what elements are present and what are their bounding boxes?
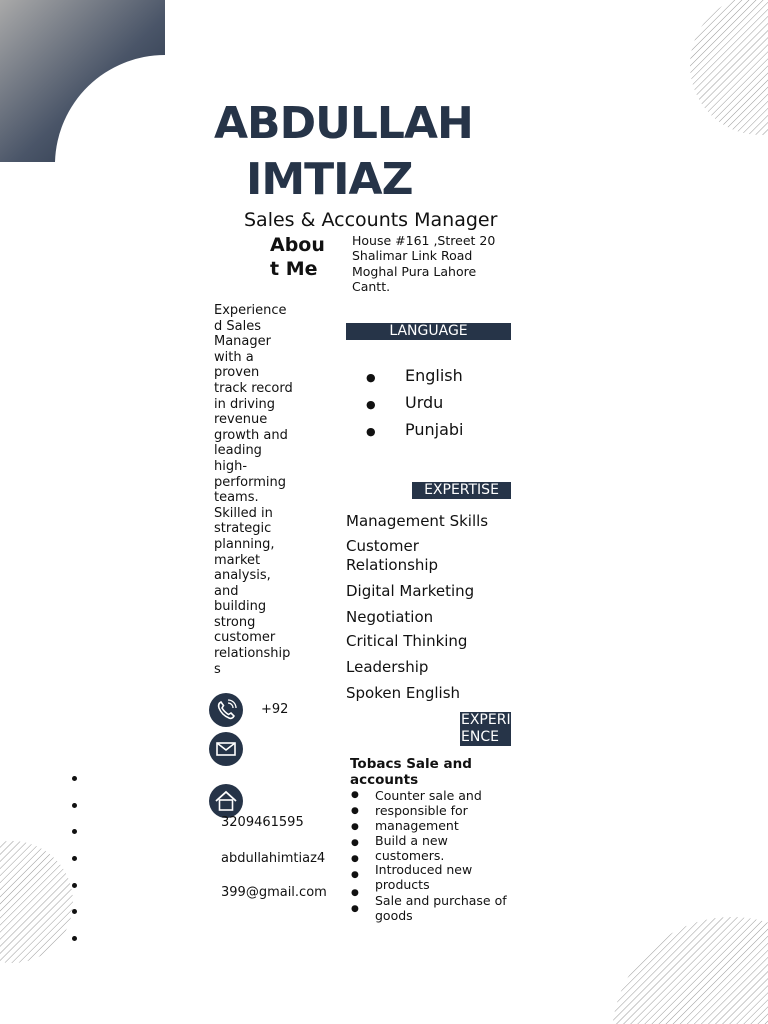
job-title: Sales & Accounts Manager <box>244 209 498 231</box>
email-line-1: abdullahimtiaz4 <box>221 851 326 866</box>
expertise-item: Critical Thinking <box>346 632 468 650</box>
empty-bullet <box>71 802 79 810</box>
language-item: ● English <box>366 366 463 385</box>
duty-bullet: ● <box>351 822 359 832</box>
expertise-item: Management Skills <box>346 512 489 530</box>
experience-duty: Introduced new products <box>375 862 473 892</box>
expertise-item: Customer Relationship <box>346 537 439 574</box>
address-text: House #161 ,Street 20 Shalimar Link Road Moghal Pura Lahore Cantt. <box>352 233 496 294</box>
empty-bullet <box>71 855 79 863</box>
expertise-item: Spoken English <box>346 684 461 702</box>
expertise-item: Negotiation <box>346 608 434 626</box>
hatched-circle-left-decoration <box>0 840 75 964</box>
mail-icon <box>209 732 243 766</box>
duty-bullet: ● <box>351 790 359 800</box>
hatched-circle-bottom-right-decoration <box>612 915 768 1024</box>
name-first: ABDULLAH <box>214 98 473 149</box>
experience-duty: Sale and purchase of goods <box>375 893 507 923</box>
experience-duty: Counter sale and responsible for management <box>375 788 482 833</box>
empty-bullet <box>71 908 79 916</box>
empty-bullet <box>71 775 79 783</box>
language-heading: LANGUAGE <box>346 323 511 340</box>
duty-bullet: ● <box>351 854 359 864</box>
duty-bullet: ● <box>351 838 359 848</box>
empty-bullet <box>71 828 79 836</box>
language-item: ● Urdu <box>366 393 444 412</box>
experience-heading: EXPERIENCE <box>461 712 511 745</box>
about-text: Experienced Sales Manager with a proven track record in driving revenue growth and leading high-performing teams. Skilled in strategic planning, market analysis, and building strong customer relationships <box>214 303 293 677</box>
home-icon <box>209 784 243 818</box>
about-heading: About Me <box>270 234 325 280</box>
empty-bullet <box>71 935 79 943</box>
empty-bullet <box>71 882 79 890</box>
expertise-item: Leadership <box>346 658 429 676</box>
corner-gradient-decoration <box>0 0 165 162</box>
experience-duty: Build a new customers. <box>375 833 448 863</box>
email-line-2: 399@gmail.com <box>221 885 327 900</box>
hatched-circle-top-right-decoration <box>690 0 768 137</box>
duty-bullet: ● <box>351 904 359 914</box>
phone-icon <box>209 693 243 727</box>
duty-bullet: ● <box>351 870 359 880</box>
expertise-heading: EXPERTISE <box>412 482 511 499</box>
name-last: IMTIAZ <box>246 154 413 205</box>
duty-bullet: ● <box>351 888 359 898</box>
experience-job-title: Tobacs Sale and accounts <box>350 756 472 788</box>
expertise-item: Digital Marketing <box>346 582 475 600</box>
phone-prefix: +92 <box>261 702 289 717</box>
language-item: ● Punjabi <box>366 420 464 439</box>
phone-number: 3209461595 <box>221 815 304 830</box>
duty-bullet: ● <box>351 806 359 816</box>
